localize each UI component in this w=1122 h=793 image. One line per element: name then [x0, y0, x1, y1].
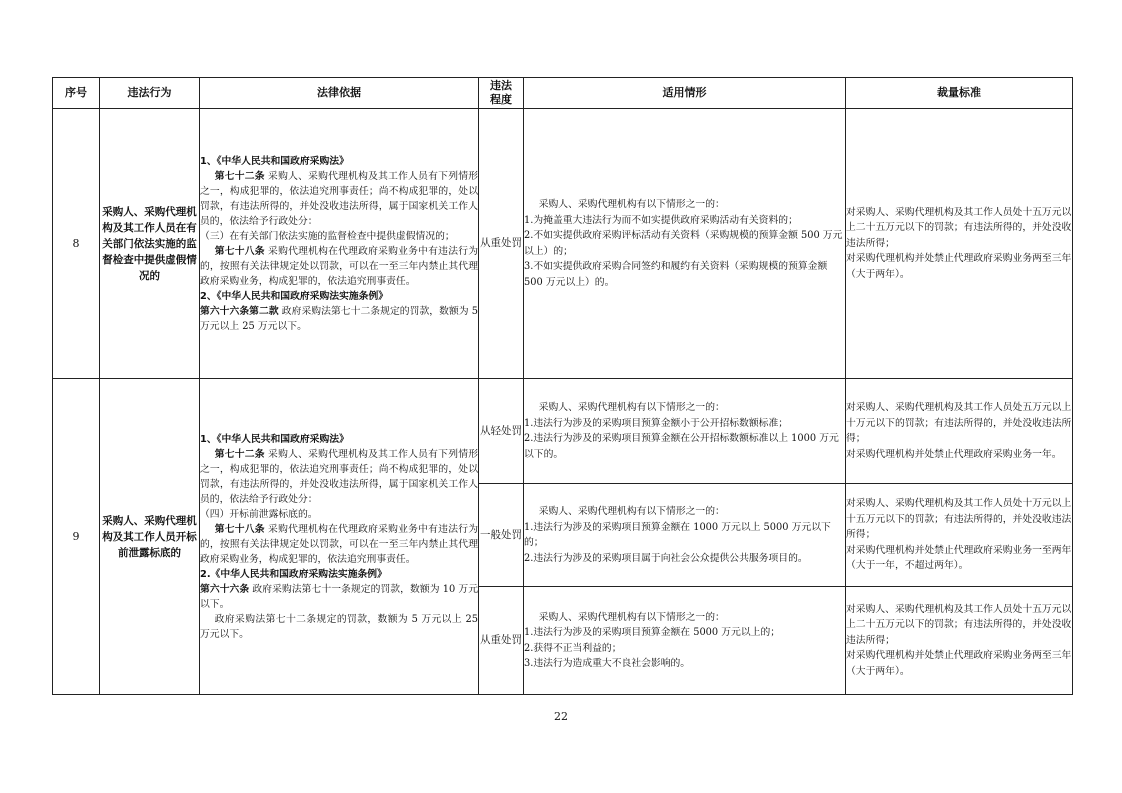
situation-lead: 采购人、采购代理机构有以下情形之一的：	[538, 402, 725, 413]
situation	[524, 109, 846, 379]
penalty-line: 对采购代理机构并处禁止代理政府采购业务两至三年（大于两年）。	[846, 650, 1072, 677]
table-row-9	[53, 379, 1073, 484]
penalty-line: 对采购人、采购代理机构及其工作人员处十万元以上十五万元以下的罚款；有违法所得的，并处没收违法所得；	[846, 498, 1072, 541]
degree: 从重处罚	[479, 587, 524, 695]
situation-lead: 采购人、采购代理机构有以下情形之一的：	[538, 506, 725, 517]
article-text: 采购代理机构在代理政府采购业务中有违法行为的，按照有关法律规定处以罚款，可以在一至三年内禁止其代理政府采购业务，构成犯罪的，依法追究刑事责任。	[200, 245, 478, 287]
situation-item: 2.违法行为涉及的采购项目属于向社会公众提供公共服务项目的。	[524, 552, 808, 564]
situation-item: 1.为掩盖重大违法行为而不如实提供政府采购活动有关资料的；	[524, 214, 798, 226]
article-text: 政府采购法第七十二条规定的罚款，数额为 5 万元以上 25 万元以下。	[200, 305, 478, 332]
article-text: 采购人、采购代理机构及其工作人员有下列情形之一，构成犯罪的，依法追究刑事责任；尚不构成犯罪的，处以罚款，有违法所得的，并处没收违法所得，属于国家机关工作人员的，依法给予行政处分：	[200, 448, 478, 505]
article-label: 第六十六条	[200, 583, 250, 595]
article-text: 采购代理机构在代理政府采购业务中有违法行为的，按照有关法律规定处以罚款，可以在一至三年内禁止其代理政府采购业务，构成犯罪的，依法追究刑事责任。	[200, 523, 478, 565]
situation-item: 2.违法行为涉及的采购项目预算金额在公开招标数额标准以上 1000 万元以下的。	[524, 433, 839, 460]
penalty-line: 对采购代理机构并处禁止代理政府采购业务一至两年（大于一年，不超过两年）。	[846, 544, 1072, 572]
penalty-standard	[846, 379, 1073, 484]
penalty-line: 对采购代理机构并处禁止代理政府采购业务两至三年（大于两年）。	[846, 253, 1072, 280]
header-violation: 违法行为	[100, 78, 200, 109]
article-item: （三）在有关部门依法实施的监督检查中提供虚假情况的；	[200, 230, 455, 242]
situation-item: 3.不如实提供政府采购合同签约和履约有关资料（采购规模的预算金额 500 万元以上）的。	[524, 261, 828, 288]
row-index: 8	[53, 109, 100, 379]
degree: 一般处罚	[479, 484, 524, 587]
situation-lead: 采购人、采购代理机构有以下情形之一的：	[538, 199, 725, 210]
penalty-line: 对采购人、采购代理机构及其工作人员处十五万元以上二十五万元以下的罚款；有违法所得的，并处没收违法所得；	[846, 206, 1072, 249]
situation-item: 1.违法行为涉及的采购项目预算金额在 5000 万元以上的；	[524, 627, 781, 638]
violation-text: 采购人、采购代理机构及其工作人员在有关部门依法实施的监督检查中提供虚假情况的	[100, 109, 200, 379]
page-number: 22	[554, 710, 568, 723]
law-title: 2、《中华人民共和国政府采购法实施条例》	[200, 290, 389, 302]
situation-item: 1.违法行为涉及的采购项目预算金额小于公开招标数额标准；	[524, 417, 789, 429]
penalty-table	[52, 77, 1073, 695]
situation-item: 1.违法行为涉及的采购项目预算金额在 1000 万元以上 5000 万元以下的；	[524, 521, 831, 548]
law-title: 1、《中华人民共和国政府采购法》	[200, 155, 349, 167]
penalty-standard	[846, 587, 1073, 695]
article-label: 第七十八条	[214, 245, 265, 257]
situation-item: 2.不如实提供政府采购评标活动有关资料（采购规模的预算金额 500 万元以上）的；	[524, 230, 843, 257]
legal-basis	[200, 109, 479, 379]
article-item: （四）开标前泄露标底的。	[200, 508, 318, 520]
penalty-standard	[846, 484, 1073, 587]
article-label: 第七十二条	[214, 448, 265, 460]
situation-item: 3.违法行为造成重大不良社会影响的。	[524, 658, 691, 669]
header-row	[53, 78, 1073, 109]
header-index: 序号	[53, 78, 100, 109]
row-index: 9	[53, 379, 100, 695]
penalty-line: 对采购代理机构并处禁止代理政府采购业务一年。	[846, 448, 1062, 460]
header-standard: 裁量标准	[846, 78, 1073, 109]
degree: 从轻处罚	[479, 379, 524, 484]
law-title: 2.《中华人民共和国政府采购法实施条例》	[200, 568, 387, 580]
situation	[524, 587, 846, 695]
legal-basis	[200, 379, 479, 695]
situation	[524, 484, 846, 587]
penalty-line: 对采购人、采购代理机构及其工作人员处十五万元以上二十五万元以下的罚款；有违法所得的，并处没收违法所得；	[846, 603, 1072, 646]
article-label: 第七十二条	[214, 170, 265, 182]
penalty-line: 对采购人、采购代理机构及其工作人员处五万元以上十万元以下的罚款；有违法所得的，并处没收违法所得；	[846, 402, 1072, 444]
header-situation: 适用情形	[524, 78, 846, 109]
penalty-standard	[846, 109, 1073, 379]
violation-text: 采购人、采购代理机构及其工作人员开标前泄露标底的	[100, 379, 200, 695]
header-degree: 违法程度	[479, 78, 524, 109]
article-text: 采购人、采购代理机构及其工作人员有下列情形之一，构成犯罪的，依法追究刑事责任；尚不构成犯罪的，处以罚款，有违法所得的，并处没收违法所得，属于国家机关工作人员的，依法给予行政处分：	[200, 170, 478, 227]
situation-lead: 采购人、采购代理机构有以下情形之一的：	[538, 611, 725, 623]
header-legal-basis: 法律依据	[200, 78, 479, 109]
situation	[524, 379, 846, 484]
law-title: 1、《中华人民共和国政府采购法》	[200, 433, 349, 445]
article-text: 政府采购法第七十一条规定的罚款，数额为 10 万元以下。	[200, 583, 478, 610]
article-text: 政府采购法第七十二条规定的罚款，数额为 5 万元以上 25 万元以下。	[200, 613, 478, 640]
degree: 从重处罚	[479, 109, 524, 379]
table-row-8	[53, 109, 1073, 379]
article-label: 第六十六条第二款	[200, 305, 279, 317]
situation-item: 2.获得不正当利益的；	[524, 642, 622, 654]
article-label: 第七十八条	[214, 523, 265, 535]
